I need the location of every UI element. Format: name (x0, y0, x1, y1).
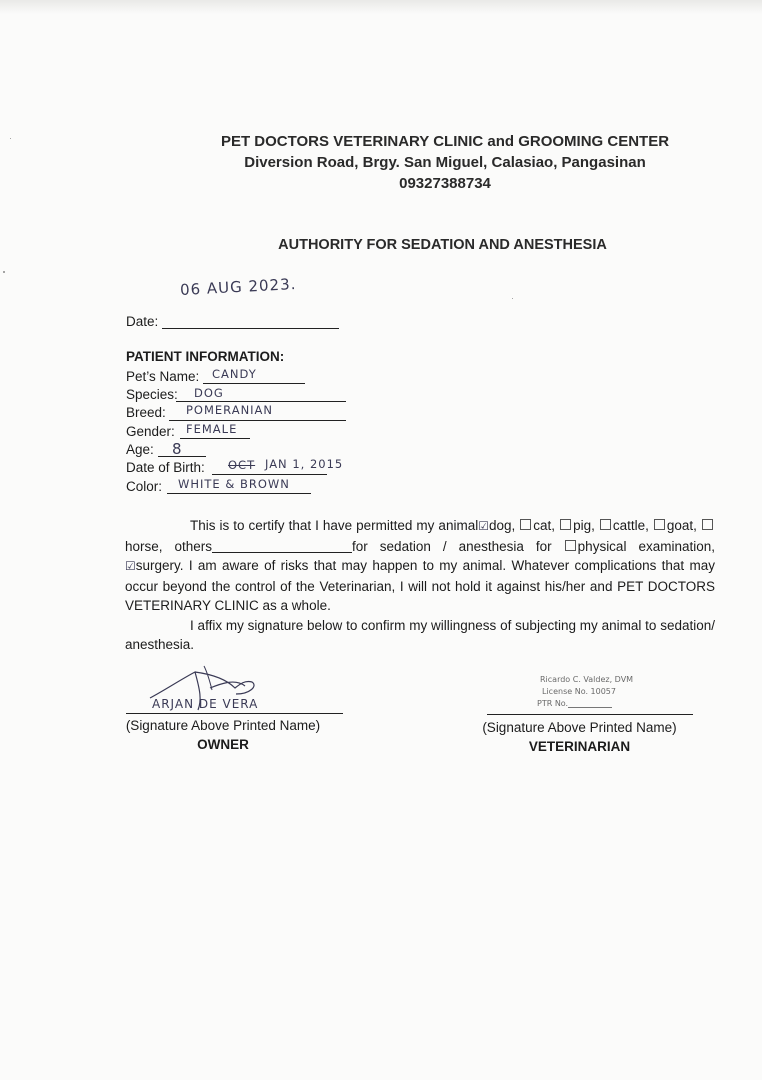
pet-name-underline (203, 383, 305, 384)
species-underline (176, 401, 346, 402)
breed-label: Breed: (126, 405, 166, 420)
purpose-physical-exam: physical examination, (577, 538, 715, 554)
owner-role: OWNER (197, 737, 249, 752)
patient-info-heading: PATIENT INFORMATION: (126, 349, 285, 364)
certification-paragraph (125, 516, 715, 655)
cert-affirm: I affix my signature below to confirm my willingness of subjecting my animal to sedation/ anesthesia. (125, 617, 715, 652)
pet-name-value: CANDY (212, 367, 257, 381)
gender-label: Gender: (126, 424, 175, 439)
option-dog: dog, (488, 518, 516, 533)
vet-stamp-license: License No. 10057 (542, 687, 616, 696)
gender-value: FEMALE (186, 422, 238, 436)
dob-underline (212, 474, 327, 475)
vet-ptr-line (568, 707, 612, 708)
purpose-surgery: surgery. (135, 558, 184, 573)
option-cattle: cattle, (612, 518, 649, 533)
color-value: WHITE & BROWN (178, 477, 290, 491)
document-title: AUTHORITY FOR SEDATION AND ANESTHESIA (278, 237, 607, 253)
date-handwritten: 06 AUG 2023. (179, 274, 297, 300)
age-label: Age: (126, 442, 154, 457)
dob-value: JAN 1, 2015 (265, 457, 344, 471)
cert-mid: for sedation / anesthesia for (352, 538, 552, 554)
checkbox-icon (600, 519, 611, 530)
option-goat: goat, (666, 518, 697, 533)
others-fill-line (212, 540, 352, 553)
option-horse-others: horse, others (125, 538, 213, 554)
checkmark-icon: ☑ (478, 519, 489, 533)
vet-signature-line (487, 714, 693, 715)
date-underline (162, 328, 339, 329)
option-pig: pig, (573, 518, 595, 533)
scan-speck (512, 298, 513, 299)
vet-signature-block (476, 718, 683, 756)
breed-underline (169, 420, 346, 421)
owner-signature-line (126, 713, 343, 714)
checkbox-icon (654, 519, 665, 530)
option-cat: cat, (533, 518, 556, 533)
gender-underline (180, 438, 250, 439)
checkmark-icon: ☑ (125, 559, 136, 573)
scan-speck (10, 138, 11, 139)
scan-speck (3, 271, 5, 273)
vet-role: VETERINARIAN (528, 739, 631, 754)
pet-name-label: Pet’s Name: (126, 369, 200, 384)
cert-intro: This is to certify that I have permitted my animal (190, 518, 479, 533)
clinic-address: Diversion Road, Brgy. San Miguel, Calasiao, Pangasinan (244, 154, 646, 171)
dob-label: Date of Birth: (126, 460, 205, 475)
dob-struck-value: OCT (228, 458, 256, 472)
breed-value: POMERANIAN (186, 403, 274, 417)
vet-stamp-name: Ricardo C. Valdez, DVM (540, 675, 634, 684)
color-label: Color: (126, 479, 163, 494)
clinic-phone: 09327388734 (399, 175, 491, 192)
species-value: DOG (194, 386, 224, 400)
checkbox-icon (520, 519, 531, 530)
owner-printed-name: ARJAN DE VERA (152, 697, 259, 711)
date-label: Date: (126, 314, 159, 329)
scan-edge-shadow (0, 0, 762, 14)
owner-signature-block (112, 716, 334, 754)
checkbox-icon (702, 519, 713, 530)
age-value: 8 (172, 440, 183, 458)
checkbox-icon (565, 540, 576, 551)
species-label: Species: (126, 387, 178, 402)
color-underline (167, 493, 311, 494)
owner-caption: (Signature Above Printed Name) (125, 718, 321, 733)
vet-caption: (Signature Above Printed Name) (482, 720, 677, 735)
clinic-name: PET DOCTORS VETERINARY CLINIC and GROOMING CENTER (220, 133, 670, 150)
cert-rest: I am aware of risks that may happen to my animal. Whatever complications that may occur beyond the control of the Veterinarian, I will not hold it against his/her and PET DOCTORS VETERINARY CLINIC as a whole. (125, 558, 715, 613)
vet-stamp-ptr: PTR No. (537, 699, 569, 708)
checkbox-icon (560, 519, 571, 530)
